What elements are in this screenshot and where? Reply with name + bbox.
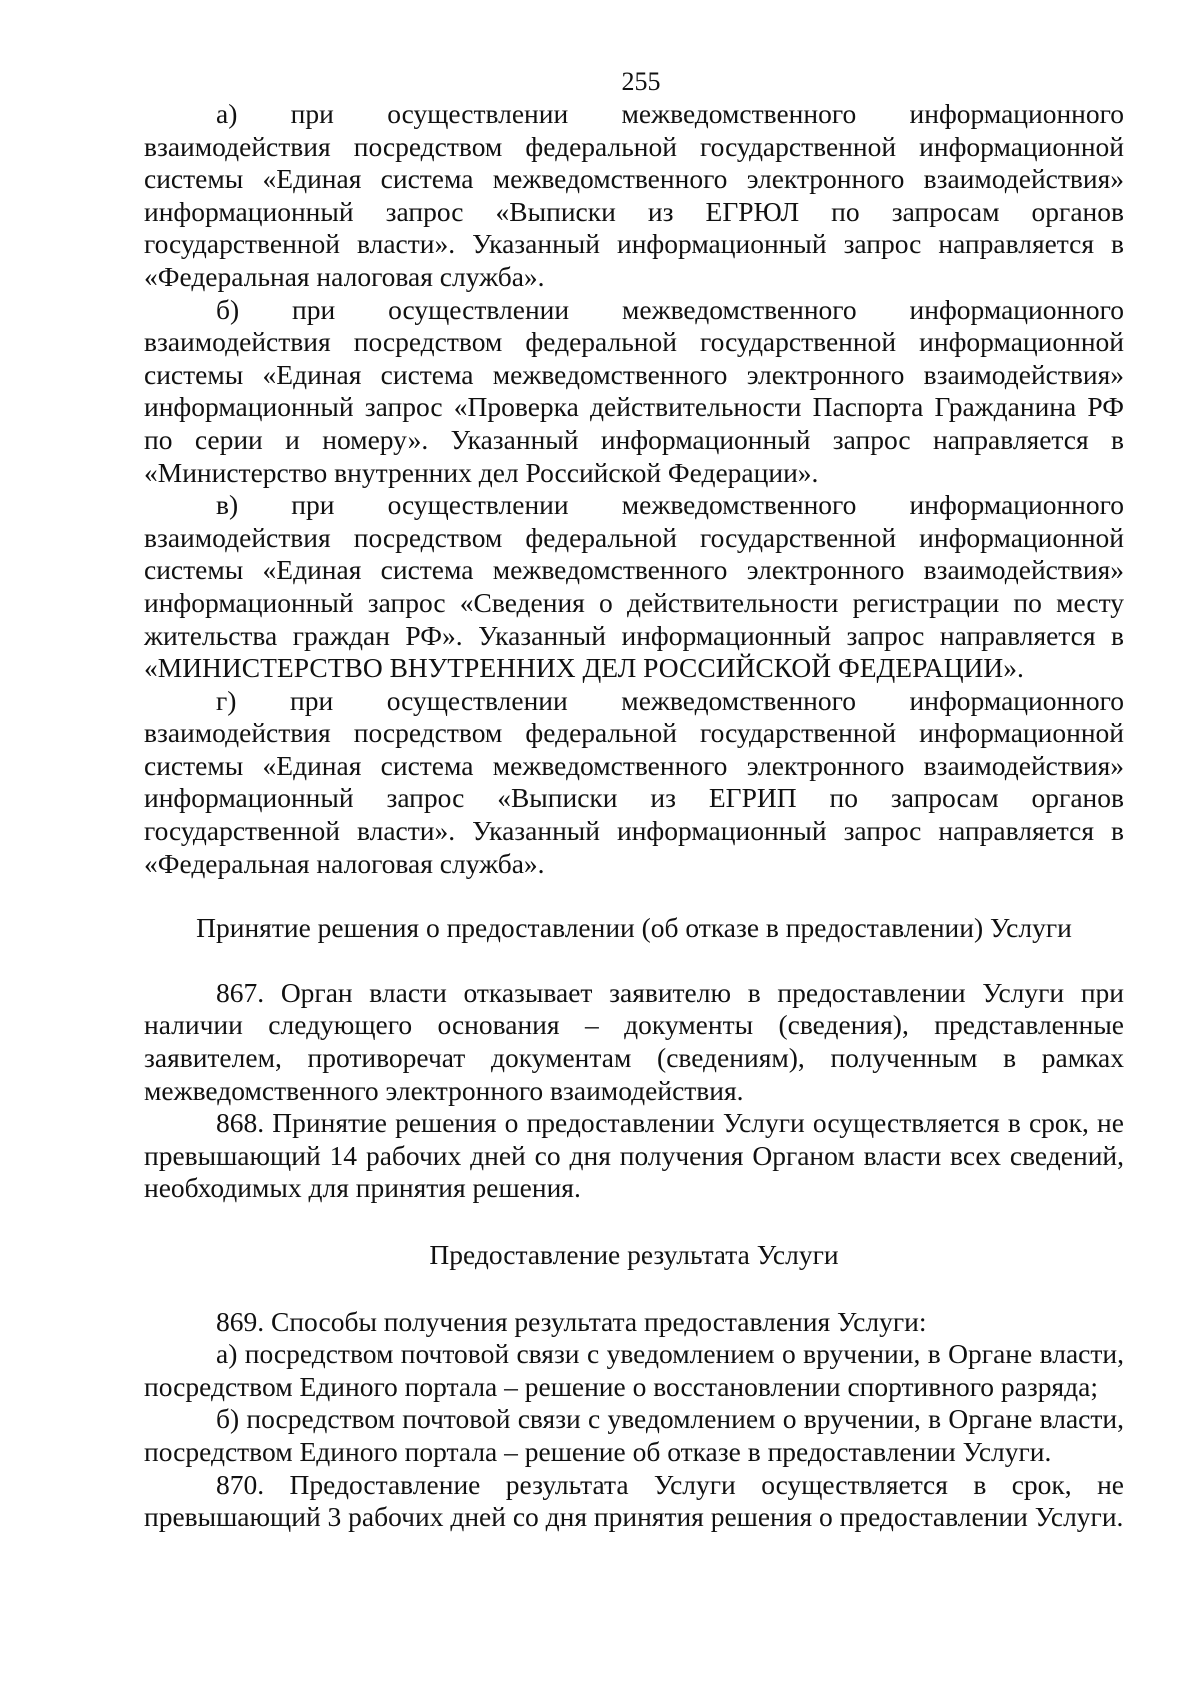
section-heading-result: Предоставление результата Услуги <box>429 1239 839 1270</box>
paragraph-867: 867. Орган власти отказывает заявителю в предоставлении Услуги при наличии следующего основания – документы (сведения), представленные заявителем, противоречат документам (сведениям), полученным в рамках межведомственного электронного взаимодействия. <box>144 976 1124 1106</box>
paragraph-869-b: б) посредством почтовой связи с уведомлением о вручении, в Органе власти, посредством Единого портала – решение об отказе в предоставлении Услуги. <box>144 1403 1124 1467</box>
paragraph-868: 868. Принятие решения о предоставлении Услуги осуществляется в срок, не превышающий 14 рабочих дней со дня получения Органом власти всех сведений, необходимых для принятия решения. <box>144 1107 1124 1204</box>
paragraph-b-passport: б) при осуществлении межведомственного информационного взаимодействия посредством федеральной государственной информационной системы «Единая система межведомственного электронного взаимодействия» информационный запрос «Проверка действительности Паспорта Гражданина РФ по серии и номеру». Указанный информационный запрос направляется в «Министерство внутренних дел Российской Федерации». <box>144 293 1124 488</box>
paragraph-869-a: а) посредством почтовой связи с уведомлением о вручении, в Органе власти, посредством Единого портала – решение о восстановлении спортивного разряда; <box>144 1338 1124 1402</box>
paragraph-869: 869. Способы получения результата предоставления Услуги: <box>216 1305 927 1337</box>
page-number: 255 <box>621 67 661 96</box>
section-heading-decision: Принятие решения о предоставлении (об отказе в предоставлении) Услуги <box>196 912 1072 944</box>
paragraph-v-registration: в) при осуществлении межведомственного информационного взаимодействия посредством федеральной государственной информационной системы «Единая система межведомственного электронного взаимодействия» информационный запрос «Сведения о действительности регистрации по месту жительства граждан РФ». Указанный информационный запрос направляется в «МИНИСТЕРСТВО ВНУТРЕННИХ ДЕЛ РОССИЙСКОЙ ФЕДЕРАЦИИ». <box>144 489 1124 684</box>
paragraph-g-egrip: г) при осуществлении межведомственного информационного взаимодействия посредством федеральной государственной информационной системы «Единая система межведомственного электронного взаимодействия» информационный запрос «Выписки из ЕГРИП по запросам органов государственной власти». Указанный информационный запрос направляется в «Федеральная налоговая служба». <box>144 684 1124 879</box>
paragraph-a-egrul: а) при осуществлении межведомственного информационного взаимодействия посредством федеральной государственной информационной системы «Единая система межведомственного электронного взаимодействия» информационный запрос «Выписки из ЕГРЮЛ по запросам органов государственной власти». Указанный информационный запрос направляется в «Федеральная налоговая служба». <box>144 98 1124 292</box>
document-page <box>144 66 1124 1534</box>
paragraph-870: 870. Предоставление результата Услуги осуществляется в срок, не превышающий 3 рабочих дней со дня принятия решения о предоставлении Услуги. <box>144 1468 1124 1533</box>
